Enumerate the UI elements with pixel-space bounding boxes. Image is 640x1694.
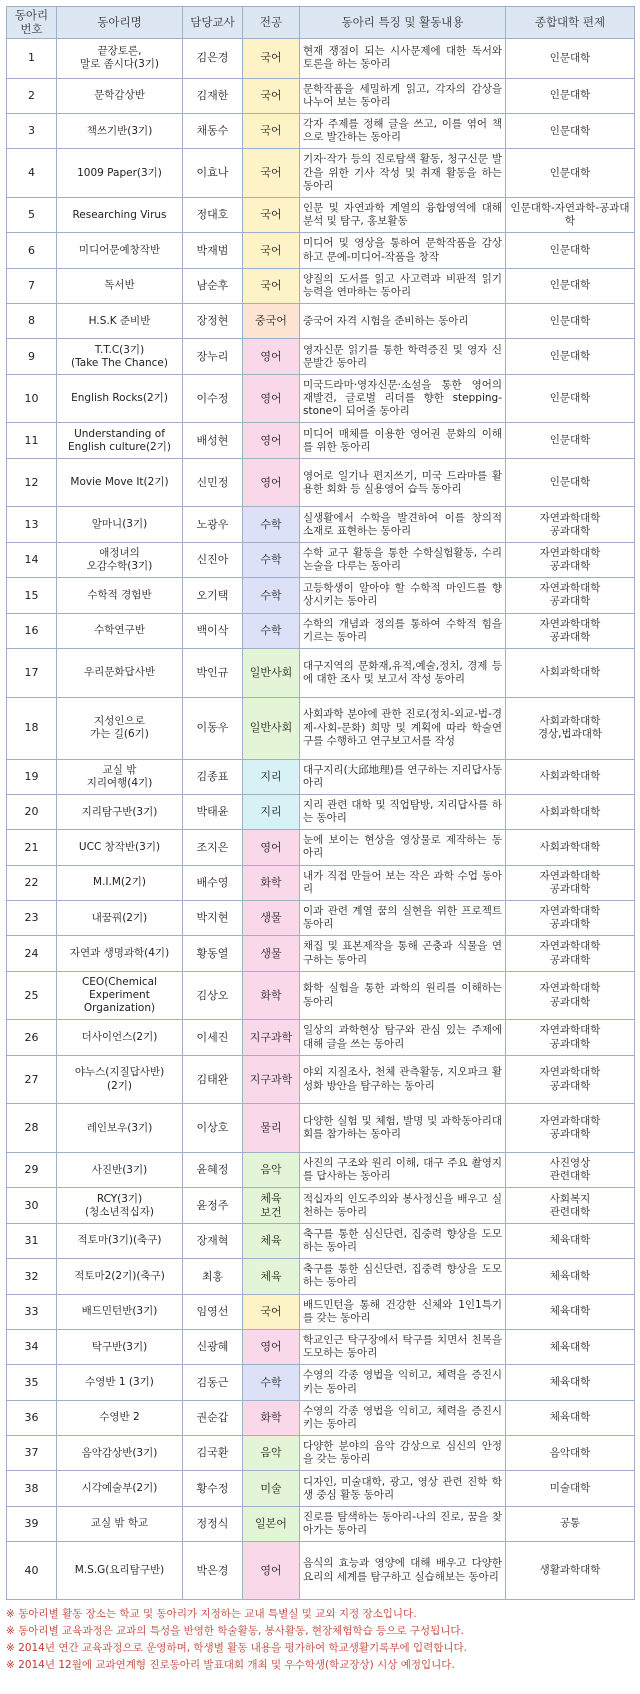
- cell-college: 인문대학: [506, 374, 635, 423]
- cell-club-name: UCC 창작반(3기): [57, 830, 183, 865]
- footnote: ※ 2014년 12월에 교과연계형 진로동아리 발표대회 개최 및 우수학생(학교장상) 시상 예정입니다.: [6, 1659, 455, 1671]
- cell-college: 사회과학대학: [506, 759, 635, 794]
- cell-description: 기자·작가 등의 진로탐색 활동, 청구신문 발간을 위한 기사 작성 및 취재 활동을 하는 동아리: [300, 149, 506, 198]
- footnotes: [6, 1606, 634, 1674]
- cell-teacher: 정정식: [183, 1506, 243, 1541]
- cell-club-name: 독서반: [57, 268, 183, 303]
- cell-description: 미국드라마·영자신문·소설을 통한 영어의 재발견, 글로벌 리더를 향한 stepping-stone이 되어줄 동아리: [300, 374, 506, 423]
- cell-college: 음악대학: [506, 1436, 635, 1471]
- table-row: [7, 697, 635, 759]
- cell-teacher: 김동근: [183, 1365, 243, 1400]
- cell-major: 수학: [243, 578, 300, 613]
- header-name: 동아리명: [57, 7, 183, 39]
- table-row: [7, 197, 635, 232]
- cell-college: 인문대학: [506, 268, 635, 303]
- table-header-row: [7, 7, 635, 39]
- cell-teacher: 이상호: [183, 1104, 243, 1153]
- cell-no: 14: [7, 542, 57, 577]
- cell-no: 32: [7, 1259, 57, 1294]
- cell-description: 배드민턴을 통해 건강한 신체와 1인1특기를 갖는 동아리: [300, 1294, 506, 1329]
- cell-college: 사회과학대학 경상,법과대학: [506, 697, 635, 759]
- cell-club-name: 야누스(지질답사반) (2기): [57, 1055, 183, 1104]
- cell-club-name: M.I.M(2기): [57, 865, 183, 900]
- cell-no: 28: [7, 1104, 57, 1153]
- cell-college: 인문대학: [506, 304, 635, 339]
- cell-no: 37: [7, 1436, 57, 1471]
- cell-teacher: 김은경: [183, 38, 243, 78]
- table-row: [7, 1294, 635, 1329]
- cell-major: 영어: [243, 830, 300, 865]
- cell-teacher: 이수정: [183, 374, 243, 423]
- cell-college: 사회복지 관련대학: [506, 1188, 635, 1223]
- cell-no: 35: [7, 1365, 57, 1400]
- cell-club-name: 자연과 생명과학(4기): [57, 936, 183, 971]
- cell-no: 5: [7, 197, 57, 232]
- cell-college: 체육대학: [506, 1329, 635, 1364]
- footnote: ※ 2014년 연간 교육과정으로 운영하며, 학생별 활동 내용을 평가하여 학교생활기록부에 입력합니다.: [6, 1642, 468, 1654]
- cell-description: 대구지역의 문화재,유적,예술,정치, 경제 등에 대한 조사 및 보고서 작성 동아리: [300, 648, 506, 697]
- cell-no: 31: [7, 1223, 57, 1258]
- cell-major: 국어: [243, 197, 300, 232]
- cell-major: 수학: [243, 1365, 300, 1400]
- cell-college: 생활과학대학: [506, 1542, 635, 1600]
- cell-major: 일본어: [243, 1506, 300, 1541]
- cell-major: 지구과학: [243, 1055, 300, 1104]
- cell-major: 영어: [243, 1329, 300, 1364]
- cell-college: 사진영상 관련대학: [506, 1153, 635, 1188]
- cell-no: 8: [7, 304, 57, 339]
- table-row: [7, 1542, 635, 1600]
- cell-no: 15: [7, 578, 57, 613]
- cell-club-name: 지리탐구반(3기): [57, 794, 183, 829]
- cell-college: 인문대학: [506, 423, 635, 458]
- cell-description: 인문 및 자연과학 계열의 융합영역에 대해 분석 및 탐구, 홍보활동: [300, 197, 506, 232]
- cell-major: 영어: [243, 1542, 300, 1600]
- cell-description: 고등학생이 알아야 할 수학적 마인드를 향상시키는 동아리: [300, 578, 506, 613]
- cell-club-name: RCY(3기) (청소년적십자): [57, 1188, 183, 1223]
- cell-no: 29: [7, 1153, 57, 1188]
- cell-description: 사진의 구조와 원리 이해, 대구 주요 촬영지를 답사하는 동아리: [300, 1153, 506, 1188]
- cell-no: 13: [7, 507, 57, 542]
- table-row: [7, 901, 635, 936]
- cell-no: 18: [7, 697, 57, 759]
- table-row: [7, 268, 635, 303]
- cell-teacher: 장정현: [183, 304, 243, 339]
- cell-club-name: 레인보우(3기): [57, 1104, 183, 1153]
- cell-description: 미디어 매체를 이용한 영어권 문화의 이해를 위한 동아리: [300, 423, 506, 458]
- cell-description: 미디어 및 영상을 통하여 문학작품을 감상하고 문예-미디어-작품을 창작: [300, 233, 506, 268]
- cell-major: 체육 보건: [243, 1188, 300, 1223]
- club-table: [6, 6, 635, 1600]
- cell-teacher: 장누리: [183, 339, 243, 374]
- cell-teacher: 김상오: [183, 971, 243, 1020]
- cell-college: 사회과학대학: [506, 648, 635, 697]
- table-row: [7, 759, 635, 794]
- cell-no: 36: [7, 1400, 57, 1435]
- cell-club-name: 교실 밖 학교: [57, 1506, 183, 1541]
- header-teacher: 담당교사: [183, 7, 243, 39]
- cell-club-name: H.S.K 준비반: [57, 304, 183, 339]
- cell-description: 이과 관련 계열 꿈의 실현을 위한 프로젝트 동아리: [300, 901, 506, 936]
- cell-no: 38: [7, 1471, 57, 1506]
- cell-description: 축구를 통한 심신단련, 집중력 향상을 도모하는 동아리: [300, 1223, 506, 1258]
- cell-major: 생물: [243, 901, 300, 936]
- cell-major: 일반사회: [243, 648, 300, 697]
- cell-club-name: 탁구반(3기): [57, 1329, 183, 1364]
- cell-teacher: 윤혜정: [183, 1153, 243, 1188]
- footnote: ※ 동아리별 활동 장소는 학교 및 동아리가 지정하는 교내 특별실 및 교외 지정 장소입니다.: [6, 1608, 417, 1620]
- cell-college: 자연과학대학 공과대학: [506, 507, 635, 542]
- cell-teacher: 배성현: [183, 423, 243, 458]
- table-row: [7, 542, 635, 577]
- cell-college: 자연과학대학 공과대학: [506, 1055, 635, 1104]
- cell-college: 사회과학대학: [506, 794, 635, 829]
- table-row: [7, 648, 635, 697]
- cell-description: 일상의 과학현상 탐구와 관심 있는 주제에 대해 글을 쓰는 동아리: [300, 1020, 506, 1055]
- cell-description: 눈에 보이는 현상을 영상물로 제작하는 동아리: [300, 830, 506, 865]
- table-row: [7, 78, 635, 113]
- table-row: [7, 1471, 635, 1506]
- cell-description: 영자신문 읽기를 통한 학력증진 및 영자 신문발간 동아리: [300, 339, 506, 374]
- table-body: [7, 38, 635, 1599]
- header-major: 전공: [243, 7, 300, 39]
- table-row: [7, 458, 635, 507]
- cell-club-name: 우리문화답사반: [57, 648, 183, 697]
- cell-club-name: 배드민턴반(3기): [57, 1294, 183, 1329]
- cell-teacher: 이세진: [183, 1020, 243, 1055]
- cell-teacher: 김태완: [183, 1055, 243, 1104]
- cell-club-name: English Rocks(2기): [57, 374, 183, 423]
- cell-no: 4: [7, 149, 57, 198]
- cell-major: 지리: [243, 759, 300, 794]
- cell-club-name: 1009 Paper(3기): [57, 149, 183, 198]
- cell-description: 진로를 탐색하는 동아리-나의 진로, 꿈을 찾아가는 동아리: [300, 1506, 506, 1541]
- cell-teacher: 김국환: [183, 1436, 243, 1471]
- table-row: [7, 113, 635, 148]
- cell-description: 대구지리(大邱地理)를 연구하는 지리답사동아리: [300, 759, 506, 794]
- table-row: [7, 830, 635, 865]
- cell-teacher: 신광혜: [183, 1329, 243, 1364]
- cell-description: 화학 실험을 통한 과학의 원리를 이해하는 동아리: [300, 971, 506, 1020]
- table-row: [7, 304, 635, 339]
- cell-college: 인문대학: [506, 339, 635, 374]
- cell-college: 자연과학대학 공과대학: [506, 1104, 635, 1153]
- cell-college: 인문대학: [506, 78, 635, 113]
- cell-college: 자연과학대학 공과대학: [506, 578, 635, 613]
- cell-description: 다양한 분야의 음악 감상으로 심신의 안정을 갖는 동아리: [300, 1436, 506, 1471]
- cell-no: 9: [7, 339, 57, 374]
- cell-college: 체육대학: [506, 1294, 635, 1329]
- cell-major: 국어: [243, 38, 300, 78]
- cell-no: 25: [7, 971, 57, 1020]
- cell-teacher: 남순후: [183, 268, 243, 303]
- cell-major: 영어: [243, 374, 300, 423]
- cell-major: 지리: [243, 794, 300, 829]
- cell-club-name: Understanding of English culture(2기): [57, 423, 183, 458]
- cell-major: 생물: [243, 936, 300, 971]
- table-row: [7, 1055, 635, 1104]
- cell-club-name: 지성인으로 가는 길(6기): [57, 697, 183, 759]
- cell-description: 내가 직접 만들어 보는 작은 과학 수업 동아리: [300, 865, 506, 900]
- cell-no: 40: [7, 1542, 57, 1600]
- cell-major: 국어: [243, 149, 300, 198]
- cell-major: 국어: [243, 233, 300, 268]
- cell-major: 체육: [243, 1259, 300, 1294]
- table-row: [7, 613, 635, 648]
- table-row: [7, 1020, 635, 1055]
- cell-teacher: 백이삭: [183, 613, 243, 648]
- cell-college: 인문대학-자연과학-공과대학: [506, 197, 635, 232]
- cell-club-name: 적토마2(2기)(축구): [57, 1259, 183, 1294]
- table-row: [7, 865, 635, 900]
- cell-club-name: 사진반(3기): [57, 1153, 183, 1188]
- cell-no: 34: [7, 1329, 57, 1364]
- table-row: [7, 936, 635, 971]
- cell-club-name: 교실 밖 지리여행(4기): [57, 759, 183, 794]
- table-row: [7, 149, 635, 198]
- cell-no: 7: [7, 268, 57, 303]
- cell-description: 중국어 자격 시험을 준비하는 동아리: [300, 304, 506, 339]
- cell-description: 다양한 실험 및 체험, 발명 및 과학동아리대회를 참가하는 동아리: [300, 1104, 506, 1153]
- cell-teacher: 김재한: [183, 78, 243, 113]
- cell-college: 자연과학대학 공과대학: [506, 971, 635, 1020]
- cell-club-name: CEO(Chemical Experiment Organization): [57, 971, 183, 1020]
- cell-club-name: 수학적 경험반: [57, 578, 183, 613]
- cell-teacher: 정대호: [183, 197, 243, 232]
- cell-major: 국어: [243, 1294, 300, 1329]
- cell-description: 학교인근 탁구장에서 탁구를 치면서 친목을 도모하는 동아리: [300, 1329, 506, 1364]
- cell-major: 영어: [243, 339, 300, 374]
- cell-no: 26: [7, 1020, 57, 1055]
- cell-college: 자연과학대학 공과대학: [506, 542, 635, 577]
- cell-club-name: 미디어문예창작반: [57, 233, 183, 268]
- cell-club-name: 음악감상반(3기): [57, 1436, 183, 1471]
- cell-no: 17: [7, 648, 57, 697]
- table-row: [7, 1188, 635, 1223]
- cell-no: 2: [7, 78, 57, 113]
- cell-teacher: 장재혁: [183, 1223, 243, 1258]
- cell-club-name: M.S.G(요리탐구반): [57, 1542, 183, 1600]
- cell-major: 음악: [243, 1436, 300, 1471]
- cell-teacher: 채동수: [183, 113, 243, 148]
- cell-teacher: 최홍: [183, 1259, 243, 1294]
- cell-major: 화학: [243, 865, 300, 900]
- cell-teacher: 이동우: [183, 697, 243, 759]
- cell-no: 20: [7, 794, 57, 829]
- cell-description: 채집 및 표본제작을 통해 곤충과 식물을 연구하는 동아리: [300, 936, 506, 971]
- cell-teacher: 배수영: [183, 865, 243, 900]
- cell-no: 21: [7, 830, 57, 865]
- cell-club-name: 적토마(3기)(축구): [57, 1223, 183, 1258]
- cell-description: 축구를 통한 심신단련, 집중력 향상을 도모하는 동아리: [300, 1259, 506, 1294]
- cell-description: 양질의 도서를 읽고 사고력과 비판적 읽기 능력을 연마하는 동아리: [300, 268, 506, 303]
- cell-college: 인문대학: [506, 149, 635, 198]
- table-row: [7, 507, 635, 542]
- cell-no: 1: [7, 38, 57, 78]
- cell-teacher: 황수정: [183, 1471, 243, 1506]
- cell-major: 국어: [243, 268, 300, 303]
- cell-major: 물리: [243, 1104, 300, 1153]
- cell-club-name: 끝장토론, 말로 좀시다(3기): [57, 38, 183, 78]
- cell-college: 체육대학: [506, 1400, 635, 1435]
- cell-major: 영어: [243, 423, 300, 458]
- cell-club-name: 책쓰기반(3기): [57, 113, 183, 148]
- cell-club-name: 수영반 1 (3기): [57, 1365, 183, 1400]
- cell-no: 27: [7, 1055, 57, 1104]
- table-row: [7, 1259, 635, 1294]
- cell-teacher: 박태윤: [183, 794, 243, 829]
- cell-major: 지구과학: [243, 1020, 300, 1055]
- table-row: [7, 1329, 635, 1364]
- cell-teacher: 임영선: [183, 1294, 243, 1329]
- cell-teacher: 권순갑: [183, 1400, 243, 1435]
- table-row: [7, 971, 635, 1020]
- cell-description: 영어로 일기나 편지쓰기, 미국 드라마를 활용한 회화 등 실용영어 습득 동아리: [300, 458, 506, 507]
- cell-club-name: 시각예술부(2기): [57, 1471, 183, 1506]
- cell-major: 수학: [243, 613, 300, 648]
- cell-major: 중국어: [243, 304, 300, 339]
- table-row: [7, 1104, 635, 1153]
- cell-college: 자연과학대학 공과대학: [506, 901, 635, 936]
- cell-college: 사회과학대학: [506, 830, 635, 865]
- table-row: [7, 1400, 635, 1435]
- cell-description: 수영의 각종 영법을 익히고, 체력을 증진시키는 동아리: [300, 1400, 506, 1435]
- cell-no: 39: [7, 1506, 57, 1541]
- table-row: [7, 233, 635, 268]
- cell-major: 영어: [243, 458, 300, 507]
- cell-college: 인문대학: [506, 233, 635, 268]
- cell-no: 16: [7, 613, 57, 648]
- cell-teacher: 조지은: [183, 830, 243, 865]
- cell-club-name: 내꿈꿔(2기): [57, 901, 183, 936]
- cell-teacher: 박지현: [183, 901, 243, 936]
- cell-college: 공통: [506, 1506, 635, 1541]
- cell-major: 체육: [243, 1223, 300, 1258]
- cell-teacher: 박재범: [183, 233, 243, 268]
- cell-teacher: 김종표: [183, 759, 243, 794]
- table-row: [7, 339, 635, 374]
- cell-club-name: Movie Move It(2기): [57, 458, 183, 507]
- cell-club-name: 알마니(3기): [57, 507, 183, 542]
- cell-college: 자연과학대학 공과대학: [506, 865, 635, 900]
- cell-description: 실생활에서 수학을 발견하여 이를 창의적 소재로 표현하는 동아리: [300, 507, 506, 542]
- cell-teacher: 박인규: [183, 648, 243, 697]
- cell-description: 현재 쟁점이 되는 시사문제에 대한 독서와 토론을 하는 동아리: [300, 38, 506, 78]
- cell-college: 체육대학: [506, 1365, 635, 1400]
- table-row: [7, 38, 635, 78]
- cell-college: 인문대학: [506, 38, 635, 78]
- cell-description: 사회과학 분야에 관한 진로(정치-외교-법-경제-사회-문화) 희망 및 계획에 따라 학술연구를 수행하고 연구보고서를 작성: [300, 697, 506, 759]
- cell-description: 적십자의 인도주의와 봉사정신을 배우고 실천하는 동아리: [300, 1188, 506, 1223]
- cell-description: 수학의 개념과 정의를 통하여 수학적 힘을 기르는 동아리: [300, 613, 506, 648]
- cell-description: 문학작품을 세밀하게 읽고, 각자의 감상을 나누어 보는 동아리: [300, 78, 506, 113]
- table-row: [7, 1223, 635, 1258]
- cell-college: 미술대학: [506, 1471, 635, 1506]
- cell-description: 지리 관련 대학 및 직업탐방, 지리답사를 하는 동아리: [300, 794, 506, 829]
- cell-no: 6: [7, 233, 57, 268]
- cell-college: 체육대학: [506, 1259, 635, 1294]
- cell-club-name: 애정녀의 오감수학(3기): [57, 542, 183, 577]
- header-desc: 동아리 특징 및 활동내용: [300, 7, 506, 39]
- cell-description: 각자 주제를 정해 글을 쓰고, 이를 엮어 책으로 발간하는 동아리: [300, 113, 506, 148]
- cell-no: 23: [7, 901, 57, 936]
- cell-major: 국어: [243, 78, 300, 113]
- cell-major: 화학: [243, 971, 300, 1020]
- table-row: [7, 423, 635, 458]
- cell-teacher: 신민정: [183, 458, 243, 507]
- cell-club-name: 문학감상반: [57, 78, 183, 113]
- cell-major: 일반사회: [243, 697, 300, 759]
- cell-college: 인문대학: [506, 458, 635, 507]
- cell-major: 화학: [243, 1400, 300, 1435]
- cell-college: 자연과학대학 공과대학: [506, 1020, 635, 1055]
- cell-no: 12: [7, 458, 57, 507]
- cell-college: 자연과학대학 공과대학: [506, 613, 635, 648]
- cell-description: 야외 지질조사, 천체 관측활동, 지오파크 활성화 방안을 탐구하는 동아리: [300, 1055, 506, 1104]
- cell-club-name: 수학연구반: [57, 613, 183, 648]
- cell-club-name: 더사이언스(2기): [57, 1020, 183, 1055]
- cell-college: 인문대학: [506, 113, 635, 148]
- table-row: [7, 1436, 635, 1471]
- cell-no: 30: [7, 1188, 57, 1223]
- cell-no: 11: [7, 423, 57, 458]
- cell-no: 3: [7, 113, 57, 148]
- footnote: ※ 동아리별 교육과정은 교과의 특성을 반영한 학술활동, 봉사활동, 현장체험학습 등으로 구성됩니다.: [6, 1625, 464, 1637]
- cell-teacher: 오기택: [183, 578, 243, 613]
- table-row: [7, 1153, 635, 1188]
- header-college: 종합대학 편제: [506, 7, 635, 39]
- cell-no: 10: [7, 374, 57, 423]
- cell-no: 19: [7, 759, 57, 794]
- cell-description: 디자인, 미술대학, 광고, 영상 관련 진학 학생 중심 활동 동아리: [300, 1471, 506, 1506]
- cell-teacher: 노광우: [183, 507, 243, 542]
- table-row: [7, 374, 635, 423]
- cell-description: 수영의 각종 영법을 익히고, 체력을 증진시키는 동아리: [300, 1365, 506, 1400]
- cell-description: 음식의 효능과 영양에 대해 배우고 다양한 요리의 세계를 탐구하고 실습해보는 동아리: [300, 1542, 506, 1600]
- cell-college: 체육대학: [506, 1223, 635, 1258]
- cell-no: 33: [7, 1294, 57, 1329]
- table-row: [7, 794, 635, 829]
- cell-teacher: 신진아: [183, 542, 243, 577]
- cell-college: 자연과학대학 공과대학: [506, 936, 635, 971]
- cell-no: 24: [7, 936, 57, 971]
- cell-teacher: 황동열: [183, 936, 243, 971]
- cell-club-name: 수영반 2: [57, 1400, 183, 1435]
- cell-teacher: 이효나: [183, 149, 243, 198]
- cell-major: 수학: [243, 507, 300, 542]
- cell-no: 22: [7, 865, 57, 900]
- cell-major: 음악: [243, 1153, 300, 1188]
- cell-club-name: Researching Virus: [57, 197, 183, 232]
- cell-teacher: 윤정주: [183, 1188, 243, 1223]
- table-row: [7, 1365, 635, 1400]
- cell-description: 수학 교구 활동을 통한 수학실험활동, 수리논술을 다루는 동아리: [300, 542, 506, 577]
- cell-club-name: T.T.C(3기) (Take The Chance): [57, 339, 183, 374]
- cell-major: 수학: [243, 542, 300, 577]
- cell-major: 미술: [243, 1471, 300, 1506]
- header-no: 동아리 번호: [7, 7, 57, 39]
- cell-major: 국어: [243, 113, 300, 148]
- cell-teacher: 박은경: [183, 1542, 243, 1600]
- table-row: [7, 1506, 635, 1541]
- table-row: [7, 578, 635, 613]
